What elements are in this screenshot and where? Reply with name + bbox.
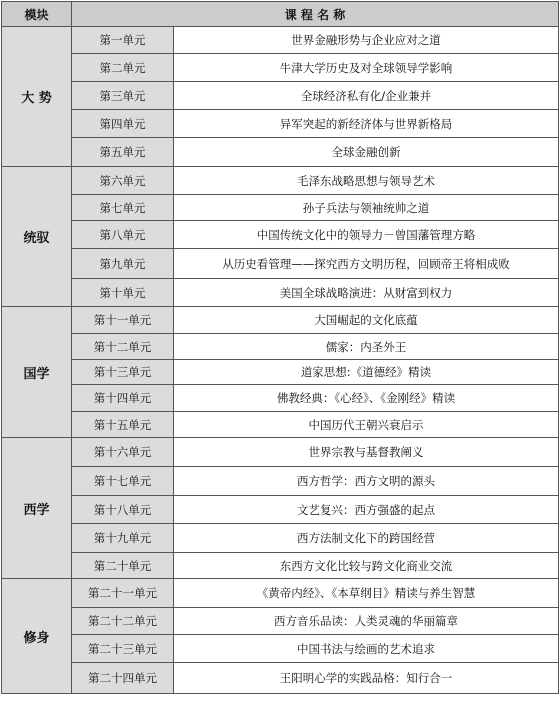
unit-label: 第三单元 xyxy=(72,82,174,110)
header-row xyxy=(2,2,559,27)
course-title: 佛教经典：《心经》、《金刚经》精读 xyxy=(174,385,559,412)
table-row xyxy=(2,412,559,438)
unit-label: 第十七单元 xyxy=(72,467,174,496)
unit-label: 第七单元 xyxy=(72,195,174,221)
course-title: 西方哲学：西方文明的源头 xyxy=(174,467,559,496)
unit-label: 第十二单元 xyxy=(72,334,174,360)
course-title: 异军突起的新经济体与世界新格局 xyxy=(174,110,559,138)
table-row xyxy=(2,608,559,635)
course-title: 毛泽东战略思想与领导艺术 xyxy=(174,167,559,195)
unit-label: 第二单元 xyxy=(72,54,174,82)
course-title: 中国书法与绘画的艺术追求 xyxy=(174,635,559,663)
unit-label: 第九单元 xyxy=(72,249,174,279)
course-title: 儒家：内圣外王 xyxy=(174,334,559,360)
table-row xyxy=(2,110,559,138)
table-row xyxy=(2,54,559,82)
table-body xyxy=(2,27,559,694)
table-row xyxy=(2,27,559,54)
table-row xyxy=(2,524,559,553)
module-name: 修身 xyxy=(2,579,72,694)
table-row xyxy=(2,334,559,360)
table-row xyxy=(2,249,559,279)
unit-label: 第二十二单元 xyxy=(72,608,174,635)
module-name: 大 势 xyxy=(2,27,72,167)
course-title: 牛津大学历史及对全球领导学影响 xyxy=(174,54,559,82)
module-header: 模块 xyxy=(2,2,72,27)
table-row xyxy=(2,496,559,524)
unit-label: 第十一单元 xyxy=(72,307,174,334)
course-title: 西方法制文化下的跨国经营 xyxy=(174,524,559,553)
course-title: 从历史看管理——探究西方文明历程，回顾帝王将相成败 xyxy=(174,249,559,279)
module-name: 统驭 xyxy=(2,167,72,307)
unit-label: 第四单元 xyxy=(72,110,174,138)
module-name: 国学 xyxy=(2,307,72,438)
unit-label: 第十五单元 xyxy=(72,412,174,438)
unit-label: 第十四单元 xyxy=(72,385,174,412)
module-name: 西学 xyxy=(2,438,72,579)
table-row xyxy=(2,635,559,663)
table-row xyxy=(2,553,559,579)
course-title: 道家思想:《道德经》精读 xyxy=(174,360,559,385)
table-row xyxy=(2,438,559,467)
unit-label: 第十八单元 xyxy=(72,496,174,524)
course-title: 文艺复兴：西方强盛的起点 xyxy=(174,496,559,524)
table-row xyxy=(2,221,559,249)
table-row xyxy=(2,663,559,694)
unit-label: 第一单元 xyxy=(72,27,174,54)
table-row xyxy=(2,360,559,385)
course-title: 《黄帝内经》、《本草纲目》精读与养生智慧 xyxy=(174,579,559,608)
table-row xyxy=(2,467,559,496)
table-row xyxy=(2,279,559,307)
table-row xyxy=(2,579,559,608)
unit-label: 第十单元 xyxy=(72,279,174,307)
table-row xyxy=(2,307,559,334)
course-header: 课 程 名 称 xyxy=(72,2,559,27)
course-title: 美国全球战略演进：从财富到权力 xyxy=(174,279,559,307)
course-title: 中国历代王朝兴衰启示 xyxy=(174,412,559,438)
course-title: 大国崛起的文化底蕴 xyxy=(174,307,559,334)
unit-label: 第十三单元 xyxy=(72,360,174,385)
unit-label: 第五单元 xyxy=(72,138,174,167)
unit-label: 第十六单元 xyxy=(72,438,174,467)
unit-label: 第二十四单元 xyxy=(72,663,174,694)
unit-label: 第十九单元 xyxy=(72,524,174,553)
curriculum-table xyxy=(1,1,559,694)
course-title: 世界宗教与基督教阐义 xyxy=(174,438,559,467)
table-row xyxy=(2,167,559,195)
unit-label: 第二十三单元 xyxy=(72,635,174,663)
table-row xyxy=(2,195,559,221)
course-title: 中国传统文化中的领导力－曾国藩管理方略 xyxy=(174,221,559,249)
table-row xyxy=(2,82,559,110)
course-title: 王阳明心学的实践品格：知行合一 xyxy=(174,663,559,694)
course-title: 全球金融创新 xyxy=(174,138,559,167)
unit-label: 第六单元 xyxy=(72,167,174,195)
course-title: 全球经济私有化/企业兼并 xyxy=(174,82,559,110)
course-title: 东西方文化比较与跨文化商业交流 xyxy=(174,553,559,579)
table-row xyxy=(2,385,559,412)
unit-label: 第八单元 xyxy=(72,221,174,249)
unit-label: 第二十单元 xyxy=(72,553,174,579)
course-title: 西方音乐品读：人类灵魂的华丽篇章 xyxy=(174,608,559,635)
course-title: 孙子兵法与领袖统帅之道 xyxy=(174,195,559,221)
unit-label: 第二十一单元 xyxy=(72,579,174,608)
course-title: 世界金融形势与企业应对之道 xyxy=(174,27,559,54)
table-row xyxy=(2,138,559,167)
